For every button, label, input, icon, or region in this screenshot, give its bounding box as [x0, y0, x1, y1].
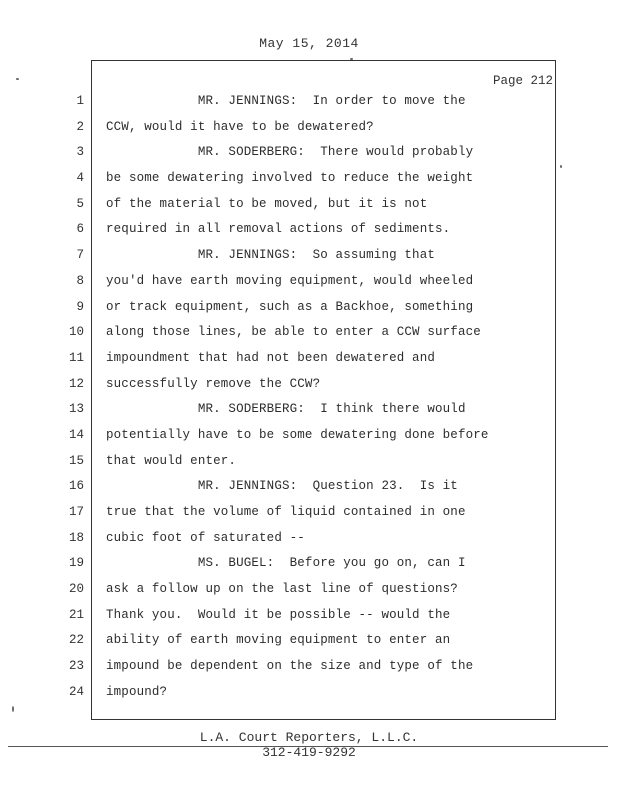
transcript-line: MR. JENNINGS: Question 23. Is it: [106, 479, 458, 494]
transcript-line: Thank you. Would it be possible -- would the: [106, 607, 451, 622]
transcript-line: required in all removal actions of sediments.: [106, 222, 451, 237]
line-number: 16: [68, 479, 84, 494]
transcript-line: MR. JENNINGS: In order to move the: [106, 94, 466, 108]
line-number: 9: [76, 299, 84, 314]
line-number: 11: [68, 350, 84, 365]
line-number: 18: [68, 530, 84, 545]
line-number: 17: [68, 505, 84, 519]
line-number: 24: [68, 684, 84, 699]
transcript-line: impound be dependent on the size and type of the: [106, 659, 474, 674]
line-number: 23: [68, 659, 84, 674]
transcript-line: impound?: [106, 684, 168, 699]
line-number: 12: [68, 376, 84, 391]
line-number: 4: [76, 171, 84, 186]
line-number: 21: [68, 607, 84, 622]
transcript-line: MR. SODERBERG: I think there would: [106, 402, 466, 417]
line-number-column: [60, 89, 84, 706]
transcript-line: MR. JENNINGS: So assuming that: [106, 248, 436, 263]
line-number: 7: [76, 248, 84, 263]
transcript-line: MS. BUGEL: Before you go on, can I: [106, 556, 466, 571]
transcript-line: or track equipment, such as a Backhoe, something: [106, 299, 474, 314]
court-reporter-footer: [0, 730, 618, 760]
transcript-line: cubic foot of saturated --: [106, 530, 305, 545]
scan-speck: [350, 58, 353, 60]
reporter-phone: 312-419-9292: [262, 745, 356, 760]
line-number: 2: [76, 119, 84, 134]
transcript-date: May 15, 2014: [259, 36, 359, 51]
line-number: 6: [76, 222, 84, 237]
reporter-company: L.A. Court Reporters, L.L.C.: [199, 730, 419, 745]
line-number: 1: [76, 94, 84, 108]
line-number: 20: [68, 582, 84, 597]
line-number: 14: [68, 427, 84, 442]
transcript-line: MR. SODERBERG: There would probably: [106, 145, 474, 160]
scan-speck: [560, 165, 562, 168]
transcript-line: be some dewatering involved to reduce the weight: [106, 171, 474, 186]
scan-speck: [12, 706, 14, 712]
line-number: 15: [68, 453, 84, 468]
transcript-line: CCW, would it have to be dewatered?: [106, 119, 374, 134]
transcript-line: along those lines, be able to enter a CCW surface: [106, 325, 481, 340]
transcript-line: potentially have to be some dewatering done before: [106, 427, 489, 442]
transcript-line: ability of earth moving equipment to enter an: [106, 633, 451, 648]
transcript-line: ask a follow up on the last line of questions?: [106, 582, 458, 597]
line-number: 10: [68, 325, 84, 340]
line-number: 19: [68, 556, 84, 571]
line-number: 3: [76, 145, 84, 160]
line-number: 22: [68, 633, 84, 648]
transcript-line: you'd have earth moving equipment, would wheeled: [106, 273, 474, 288]
scan-speck: [16, 78, 19, 80]
line-number: 13: [68, 402, 84, 417]
transcript-line: successfully remove the CCW?: [106, 376, 321, 391]
line-number: 8: [76, 273, 84, 288]
transcript-line: impoundment that had not been dewatered and: [106, 350, 436, 365]
transcript-text: [106, 89, 546, 706]
footer-rule: [8, 746, 608, 747]
line-number: 5: [76, 196, 84, 211]
transcript-line: of the material to be moved, but it is not: [106, 196, 428, 211]
transcript-line: that would enter.: [106, 453, 237, 468]
transcript-line: true that the volume of liquid contained in one: [106, 505, 466, 519]
page-number: Page 212: [493, 74, 554, 88]
